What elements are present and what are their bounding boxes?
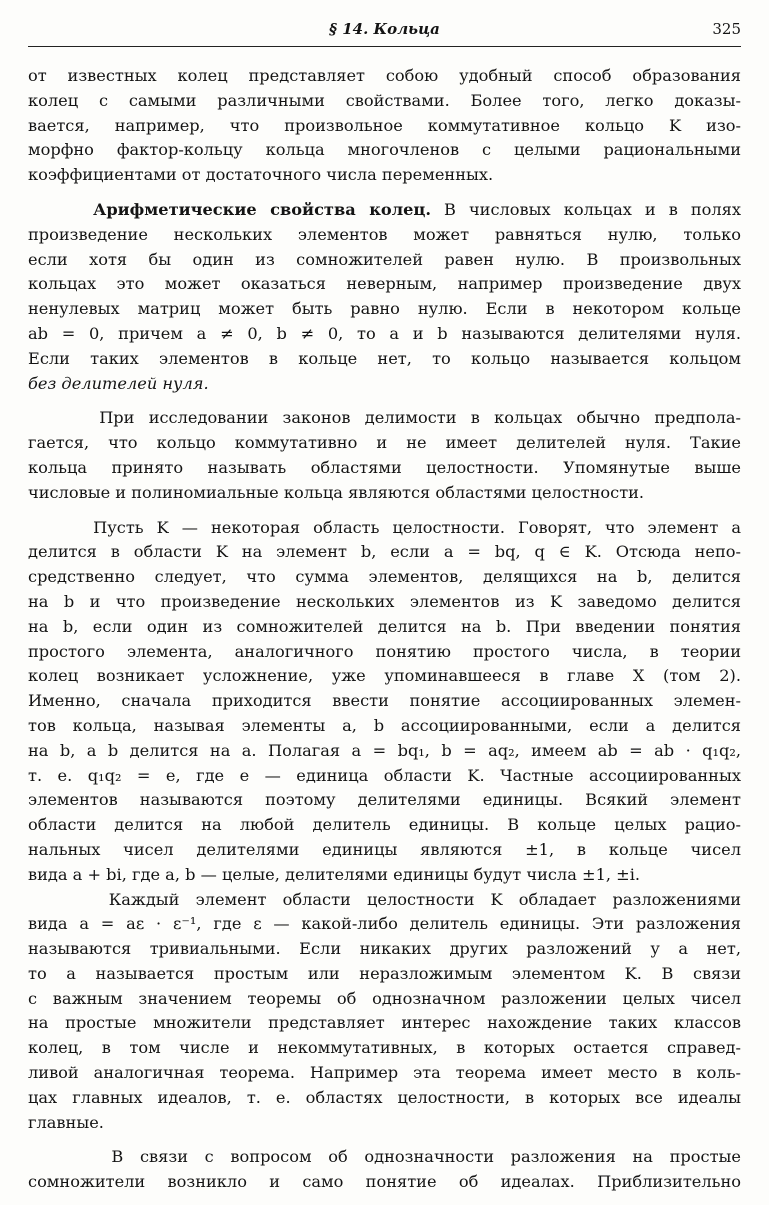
text-line [28,372,741,397]
text-line: колец с самыми различными свойствами. Более того, легко доказы- [28,90,741,110]
text-line: если хотя бы один из сомножителей равен нулю. В произвольных [28,249,741,269]
text-line: Если таких элементов в кольце нет, то кольцо называется кольцом [28,348,741,368]
text-line: кольца принято называть областями целостности. Упомянутые выше [28,457,741,477]
text-line: морфно фактор-кольцу кольца многочленов с целыми рациональными [28,140,741,160]
text-line: главные. [28,1112,104,1132]
text-line: колец возникает усложнение, уже упоминавшееся в главе X (том 2). [28,666,741,686]
text-line: колец, в том числе и некоммутативных, в которых остается справед- [28,1038,741,1058]
section-title: § 14. Кольца [329,20,440,38]
page-number: 325 [712,20,741,38]
paragraph-5 [28,888,741,1136]
text-line: гается, что кольцо коммутативно и не имеет делителей нуля. Такие [28,433,741,453]
text-line: ливой аналогичная теорема. Например эта теорема имеет место в коль- [28,1063,741,1083]
text-run: При исследовании законов делимости в кольцах обычно предпола- [99,408,741,428]
text-line: на b, а b делится на a. Полагая a = bq₁, b = aq₂, имеем ab = ab · q₁q₂, [28,740,741,760]
text-line: делится в области K на элемент b, если a = bq, q ∈ K. Отсюда непо- [28,542,741,562]
text-run: Пусть K — некоторая область целостности. Говорят, что элемент a [93,517,741,537]
text-run: В связи с вопросом об однозначности разложения на простые [111,1147,741,1167]
text-line: на b, если один из сомножителей делится на b. При введении понятия [28,616,741,636]
page-body [28,64,741,1205]
paragraph-3 [28,406,741,505]
text-line: вида a = aε · ε⁻¹, где ε — какой-либо делитель единицы. Эти разложения [28,914,741,934]
text-line: нальных чисел делителями единицы являются ±1, в кольце чисел [28,839,741,859]
text-line: тов кольца, называя элементы a, b ассоциированными, если a делится [28,715,741,735]
text-line: элементов называются поэтому делителями единицы. Всякий элемент [28,790,741,810]
text-run: Каждый элемент области целостности K обладает разложениями [108,889,741,909]
text-line: то a называется простым или неразложимым элементом K. В связи [28,963,741,983]
text-line: Именно, сначала приходится ввести понятие ассоциированных элемен- [28,691,741,711]
text-line: простого элемента, аналогичного понятию простого числа, в теории [28,641,741,661]
text-run: В числовых кольцах и в полях [431,199,741,219]
text-line: ab = 0, причем a ≠ 0, b ≠ 0, то a и b называются делителями нуля. [28,323,741,343]
italic-term: без делителей нуля. [28,373,209,393]
text-line: цах главных идеалов, т. е. областях целостности, в которых все идеалы [28,1087,741,1107]
text-line: т. е. q₁q₂ = e, где e — единица области K. Частные ассоциированных [28,765,741,785]
text-line [28,406,741,431]
text-line: сомножители возникло и само понятие об идеалах. Приблизительно [28,1172,741,1192]
text-line: вида a + bi, где a, b — целые, делителями единицы будут числа ±1, ±i. [28,864,641,884]
text-line [28,516,741,541]
text-line: коэффициентами от достаточного числа переменных. [28,165,494,185]
paragraph-4 [28,516,741,888]
running-header [28,18,741,47]
text-line [28,1145,741,1170]
paragraph-heading: Арифметические свойства колец. [93,199,432,219]
text-line [28,888,741,913]
paragraph-1 [28,64,741,188]
text-line: средственно следует, что сумма элементов, делящихся на b, делится [28,567,741,587]
paragraph-6 [28,1145,741,1195]
text-line: на простые множители представляет интерес нахождение таких классов [28,1013,741,1033]
text-line: с важным значением теоремы об однозначном разложении целых чисел [28,988,741,1008]
paragraph-2 [28,198,741,396]
text-line: называются тривиальными. Если никаких других разложений у a нет, [28,939,741,959]
text-line: кольцах это может оказаться неверным, например произведение двух [28,274,741,294]
text-line [28,198,741,223]
text-line: вается, например, что произвольное коммутативное кольцо K изо- [28,115,741,135]
text-line: области делится на любой делитель единицы. В кольце целых рацио- [28,815,741,835]
text-line: на b и что произведение нескольких элементов из K заведомо делится [28,591,741,611]
text-line: произведение нескольких элементов может равняться нулю, только [28,224,741,244]
text-line: от известных колец представляет собою удобный способ образования [28,66,741,85]
text-line: числовые и полиномиальные кольца являются областями целостности. [28,482,645,502]
text-line: ненулевых матриц может быть равно нулю. Если в некотором кольце [28,299,741,319]
